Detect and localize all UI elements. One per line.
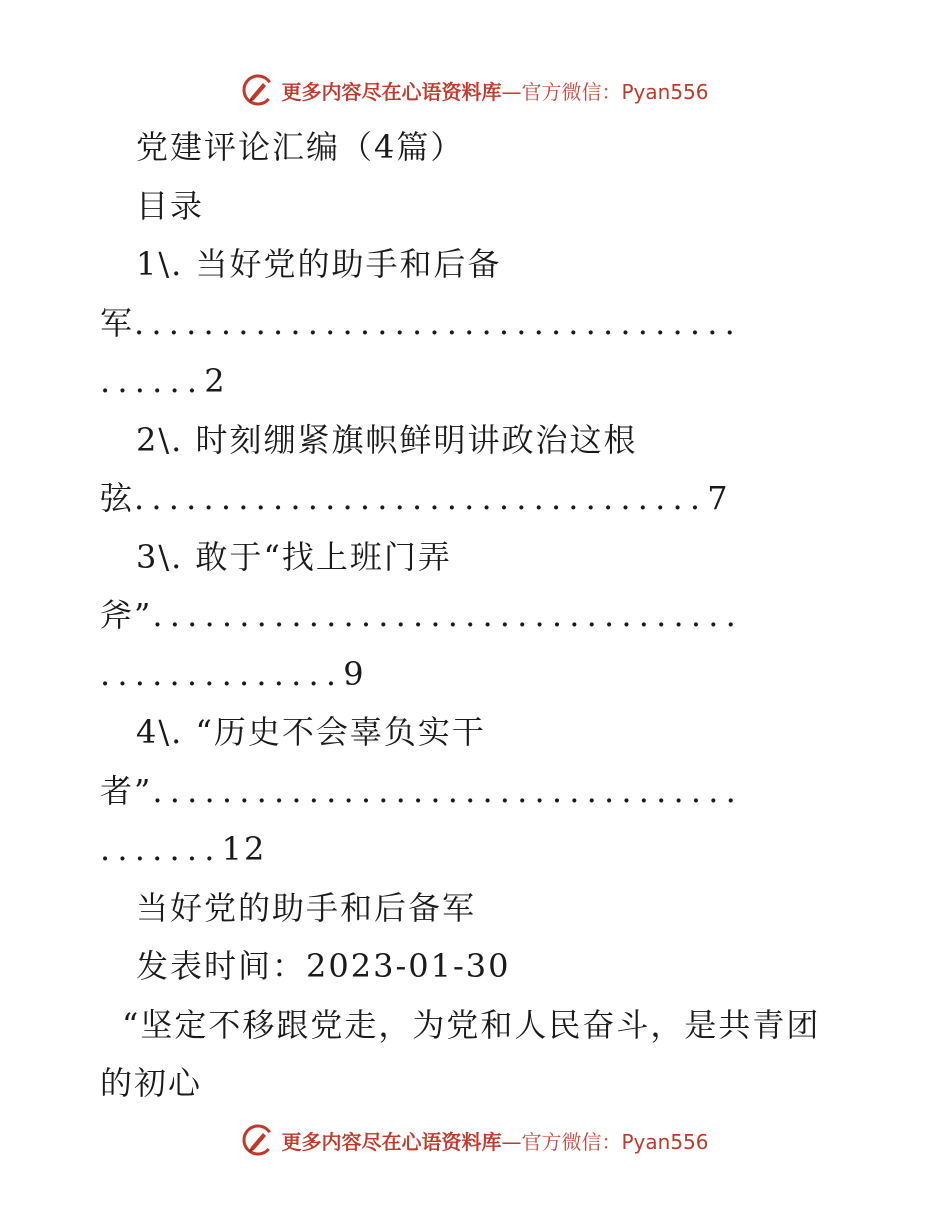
pen-logo-icon <box>241 1123 275 1157</box>
toc-entry-2-head: 2\. 时刻绷紧旗帜鲜明讲政治这根 <box>136 420 638 459</box>
publish-date-line: 发表时间：2023-01-30 <box>136 947 511 985</box>
toc-entry-1-head: 1\. 当好党的助手和后备 <box>136 245 502 283</box>
toc-entry-1-page: ......2 <box>100 362 227 400</box>
paragraph-line-2: 的初心 <box>100 1064 203 1102</box>
toc-entry-3-head: 3\. 敢于“找上班门弄 <box>136 537 452 576</box>
watermark-text: 更多内容尽在心语资料库—官方微信：Pyan556 <box>281 79 709 104</box>
toc-entry-4-head: 4\. “历史不会辜负实干 <box>136 713 486 751</box>
toc-entry-3-page: ..............9 <box>100 654 366 693</box>
watermark-footer <box>0 1120 950 1160</box>
document-body <box>100 118 852 1113</box>
pen-logo-icon <box>241 73 275 107</box>
toc-entry-4-tail: 者”.................................. <box>100 771 744 810</box>
watermark-text: 更多内容尽在心语资料库—官方微信：Pyan556 <box>281 1129 709 1154</box>
toc-entry-4-page: .......12 <box>100 830 267 868</box>
toc-entry-1-tail: 军................................... <box>100 303 743 342</box>
watermark-header <box>0 70 950 110</box>
article-title: 当好党的助手和后备军 <box>136 888 477 927</box>
toc-entry-2-tail: 弦.................................7 <box>100 479 730 517</box>
paragraph-line-1: “坚定不移跟党走，为党和人民奋斗，是共青团 <box>122 1005 821 1044</box>
document-title: 党建评论汇编（4篇） <box>136 128 465 166</box>
toc-heading: 目录 <box>136 186 205 225</box>
toc-entry-3-tail: 斧”.................................. <box>100 596 744 634</box>
